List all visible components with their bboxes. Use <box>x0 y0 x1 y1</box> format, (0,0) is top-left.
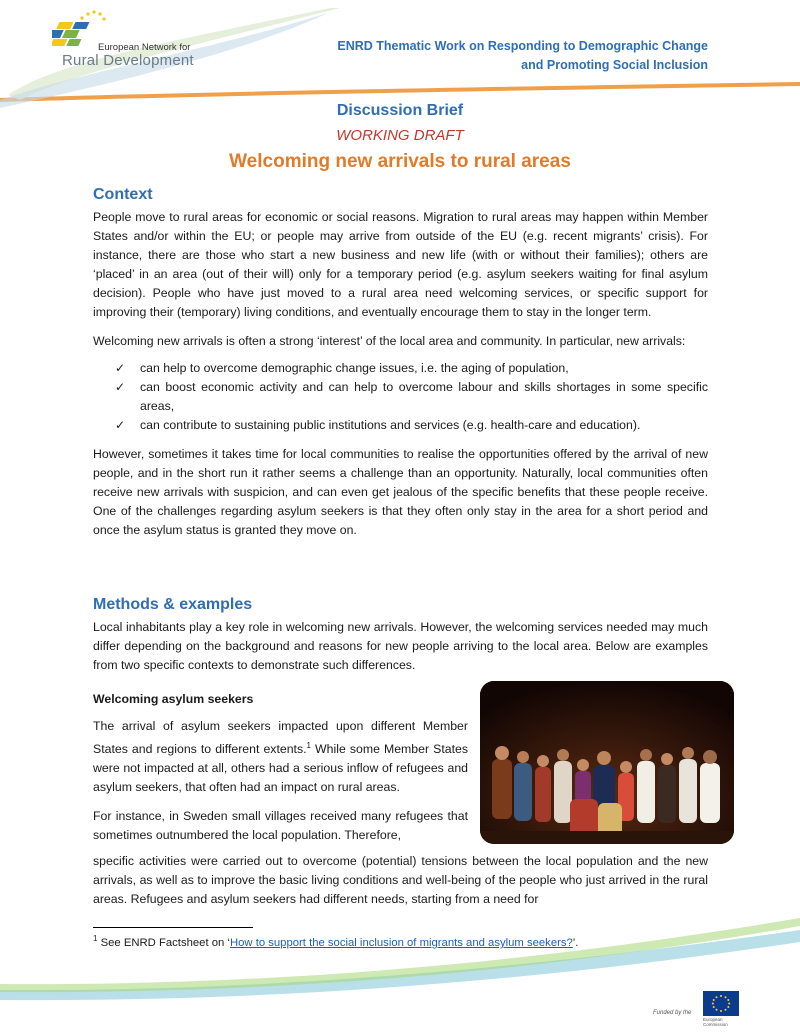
footnote: $^1$ See ENRD Factsheet on ‘How to support the social inclusion of migrants and asylum seekers?’. <box>93 934 579 949</box>
footnote-ref[interactable]: 1 <box>306 741 311 750</box>
check-icon: ✓ <box>115 418 126 432</box>
footnote-number: 1 <box>93 934 98 943</box>
context-section <box>93 185 708 540</box>
asylum-subheading: Welcoming asylum seekers <box>93 692 254 706</box>
asylum-paragraph-1: The arrival of asylum seekers impacted upon different Member States and regions to different extents.$^1$ While some Member States were not impacted at all, others had a serious inflow of refugees and asylum seekers, that often had an impact on rural areas. <box>93 719 468 795</box>
page-title: Welcoming new arrivals to rural areas <box>229 151 571 172</box>
benefits-list <box>93 359 708 435</box>
logo-text-rural: Rural Development <box>62 52 194 69</box>
asylum-paragraph-2-start: For instance, in Sweden small villages received many refugees that sometimes outnumbered the local population. Therefore, <box>93 809 468 843</box>
methods-heading: Methods & examples <box>93 596 253 613</box>
list-item: ✓ can contribute to sustaining public institutions and services (e.g. health-care and education). <box>93 416 708 435</box>
header-title <box>288 37 708 75</box>
context-paragraph-2: Welcoming new arrivals is often a strong ‘interest’ of the local area and community. In particular, new arrivals: <box>93 334 686 348</box>
asylum-section <box>93 690 468 845</box>
header-title-line1: ENRD Thematic Work on Responding to Demographic Change <box>337 39 708 53</box>
discussion-brief-label: Discussion Brief <box>336 102 464 119</box>
european-commission-label: European Commission <box>703 1017 728 1027</box>
header-title-line2: and Promoting Social Inclusion <box>521 58 708 72</box>
asylum-paragraph-2-rest: specific activities were carried out to overcome (potential) tensions between the local population and the new arrivals, as well as to improve the basic living conditions and well-being of the people who just arrived in the rural areas. Refugees and asylum seekers had different needs, starting from a need for <box>93 854 708 906</box>
methods-paragraph-1: Local inhabitants play a key role in welcoming new arrivals. However, the welcoming services needed may much differ depending on the background and reasons for new people arriving to the local area. Below are examples from two specific contexts to demonstrate such differences. <box>93 620 708 672</box>
check-icon: ✓ <box>115 361 126 375</box>
context-paragraph-1: People move to rural areas for economic or social reasons. Migration to rural areas may happen within Member States and/or within the EU; or people may arrive from outside of the EU (e.g. recent migrants’ crisis). For instance, there are those who start a new business and new life (with or without their families); others are ‘placed’ in an area (out of their will) only for a temporary period (e.g. asylum seekers waiting for final asylum decision). People who have just moved to a rural area need welcoming services, or specific support for improving their (temporary) living conditions, and eventually encourage them to stay in the longer term. <box>93 210 708 319</box>
list-item: ✓ can boost economic activity and can help to overcome labour and skills shortages in some specific areas, <box>115 380 708 413</box>
factsheet-link[interactable]: How to support the social inclusion of migrants and asylum seekers? <box>229 936 573 949</box>
context-heading: Context <box>93 186 153 203</box>
working-draft-label: WORKING DRAFT <box>336 127 464 144</box>
refugees-group-photo <box>480 681 734 844</box>
context-paragraph-3: However, sometimes it takes time for local communities to realise the opportunities offered by the arrival of new people, and in the short run it rather seems a challenge than an opportunity. Naturally, local communities often receive new arrivals with suspicion, and can even get jealous of the specific benefits that these people receive. One of the challenges regarding asylum seekers is that they often only stay in the area for a short period and once the asylum status is granted they move on. <box>93 447 708 537</box>
logo-text-network: European Network for <box>98 42 191 53</box>
funded-by-label: Funded by the <box>653 1010 692 1016</box>
list-item: ✓ can help to overcome demographic change issues, i.e. the aging of population, <box>93 359 708 378</box>
methods-section <box>93 595 708 675</box>
check-icon: ✓ <box>115 380 126 394</box>
eu-flag-icon <box>703 991 739 1016</box>
